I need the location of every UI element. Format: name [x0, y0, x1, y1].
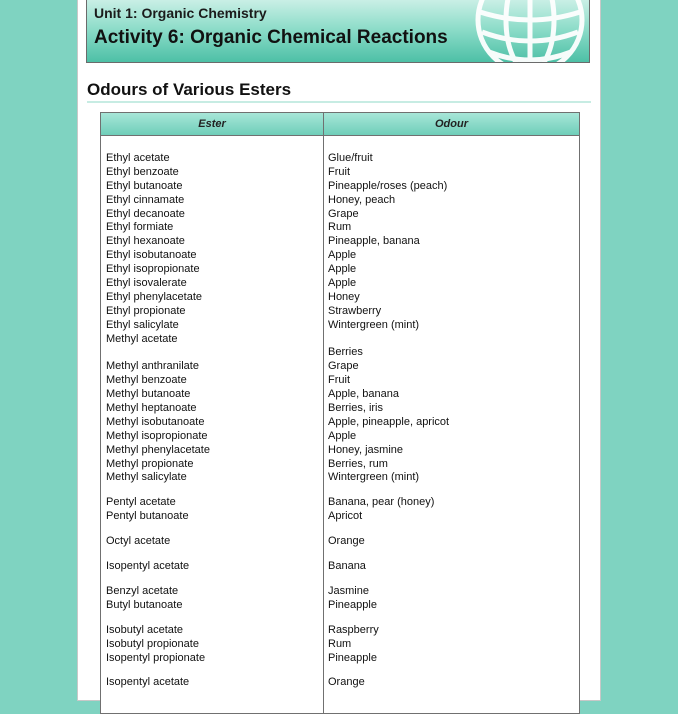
column-header-odour: Odour — [435, 118, 468, 130]
table-cell-odour: Fruit — [328, 165, 350, 178]
table-cell-odour: Berries, rum — [328, 457, 388, 470]
table-cell-odour: Banana, pear (honey) — [328, 496, 435, 509]
table-cell-odour: Pineapple/roses (peach) — [328, 179, 448, 192]
table-cell-ester — [106, 346, 210, 360]
section-divider — [87, 101, 591, 103]
table-cell-odour: Raspberry — [328, 623, 379, 636]
table-cell-odour: Apple — [328, 277, 357, 290]
table-cell-ester: Ethyl salicylate — [106, 318, 179, 331]
table-cell-odour: Honey, jasmine — [328, 443, 403, 456]
table-cell-odour: Wintergreen (mint) — [328, 318, 420, 331]
table-cell-odour: Apricot — [328, 510, 363, 523]
table-cell-odour: Glue/fruit — [328, 152, 373, 164]
table-cell-ester: Isopentyl acetate — [106, 676, 190, 689]
table-cell-ester: Ethyl formiate — [106, 221, 174, 234]
table-cell-odour: Pineapple — [328, 598, 377, 611]
activity-banner — [86, 0, 590, 63]
table-cell-ester: Methyl anthranilate — [106, 360, 199, 373]
table-cell-ester: Methyl propionate — [106, 457, 194, 470]
table-cell-odour: Apple — [328, 429, 357, 442]
table-cell-ester: Methyl phenylacetate — [106, 443, 210, 456]
table-cell-odour: Jasmine — [328, 584, 369, 597]
table-cell-odour: Rum — [328, 221, 352, 234]
table-cell-ester: Ethyl decanoate — [106, 207, 185, 220]
ester-column — [106, 152, 210, 690]
table-cell-odour: Pineapple, banana — [328, 235, 420, 248]
table-cell-odour: Orange — [328, 535, 365, 548]
table-cell-ester: Isopentyl acetate — [106, 560, 190, 573]
table-cell-ester: Methyl salicylate — [106, 471, 187, 484]
activity-title: Activity 6: Organic Chemical Reactions — [94, 27, 448, 48]
table-cell-odour: Honey — [328, 290, 360, 303]
column-divider — [323, 113, 324, 713]
table-cell-ester: Pentyl butanoate — [106, 510, 189, 523]
table-cell-odour: Berries, iris — [328, 402, 384, 415]
globe-icon — [455, 0, 590, 63]
table-cell-ester: Ethyl propionate — [106, 304, 186, 317]
table-cell-odour: Apple — [328, 263, 357, 276]
table-cell-odour: Berries — [328, 346, 363, 359]
table-cell-ester: Benzyl acetate — [106, 584, 179, 597]
section-title: Odours of Various Esters — [87, 80, 292, 99]
table-cell-ester: Isobutyl propionate — [106, 637, 199, 650]
table-cell-odour: Honey, peach — [328, 193, 396, 206]
column-header-ester: Ester — [198, 118, 226, 130]
table-cell-odour: Rum — [328, 637, 352, 650]
table-cell-ester: Methyl acetate — [106, 332, 178, 345]
table-cell-odour: Banana — [328, 560, 366, 573]
table-cell-ester: Ethyl benzoate — [106, 165, 179, 178]
table-cell-odour: Pineapple — [328, 651, 377, 664]
table-cell-odour: Grape — [328, 360, 359, 373]
table-cell-ester: Isobutyl acetate — [106, 623, 184, 636]
table-cell-odour: Apple, pineapple, apricot — [328, 415, 450, 428]
table-cell-ester: Ethyl cinnamate — [106, 193, 185, 206]
table-header — [101, 113, 579, 136]
table-cell-ester: Methyl butanoate — [106, 388, 191, 401]
esters-table — [100, 112, 580, 714]
table-cell-ester: Methyl isobutanoate — [106, 415, 205, 428]
table-cell-ester: Ethyl isopropionate — [106, 263, 200, 276]
table-cell-ester: Methyl heptanoate — [106, 402, 197, 415]
table-cell-ester: Butyl butanoate — [106, 598, 183, 611]
table-cell-ester: Ethyl hexanoate — [106, 235, 185, 248]
document-page — [78, 0, 600, 700]
table-cell-odour — [328, 333, 449, 347]
table-cell-ester: Ethyl butanoate — [106, 179, 183, 192]
table-cell-odour: Apple, banana — [328, 388, 399, 401]
odour-column — [328, 152, 449, 690]
table-cell-odour: Fruit — [328, 374, 350, 387]
table-cell-ester: Ethyl isovalerate — [106, 277, 187, 290]
table-cell-ester: Ethyl phenylacetate — [106, 290, 203, 303]
table-cell-ester: Ethyl acetate — [106, 152, 170, 164]
unit-title: Unit 1: Organic Chemistry — [94, 5, 267, 21]
table-cell-ester: Octyl acetate — [106, 535, 171, 548]
table-cell-ester: Methyl isopropionate — [106, 429, 208, 442]
table-cell-odour: Apple — [328, 249, 357, 262]
table-cell-ester: Ethyl isobutanoate — [106, 249, 197, 262]
table-cell-odour: Orange — [328, 676, 365, 689]
table-cell-odour: Strawberry — [328, 304, 382, 317]
table-cell-ester: Isopentyl propionate — [106, 651, 206, 664]
table-cell-ester: Methyl benzoate — [106, 374, 187, 387]
table-cell-ester: Pentyl acetate — [106, 496, 176, 509]
table-cell-odour: Wintergreen (mint) — [328, 471, 420, 484]
table-cell-odour: Grape — [328, 207, 359, 220]
